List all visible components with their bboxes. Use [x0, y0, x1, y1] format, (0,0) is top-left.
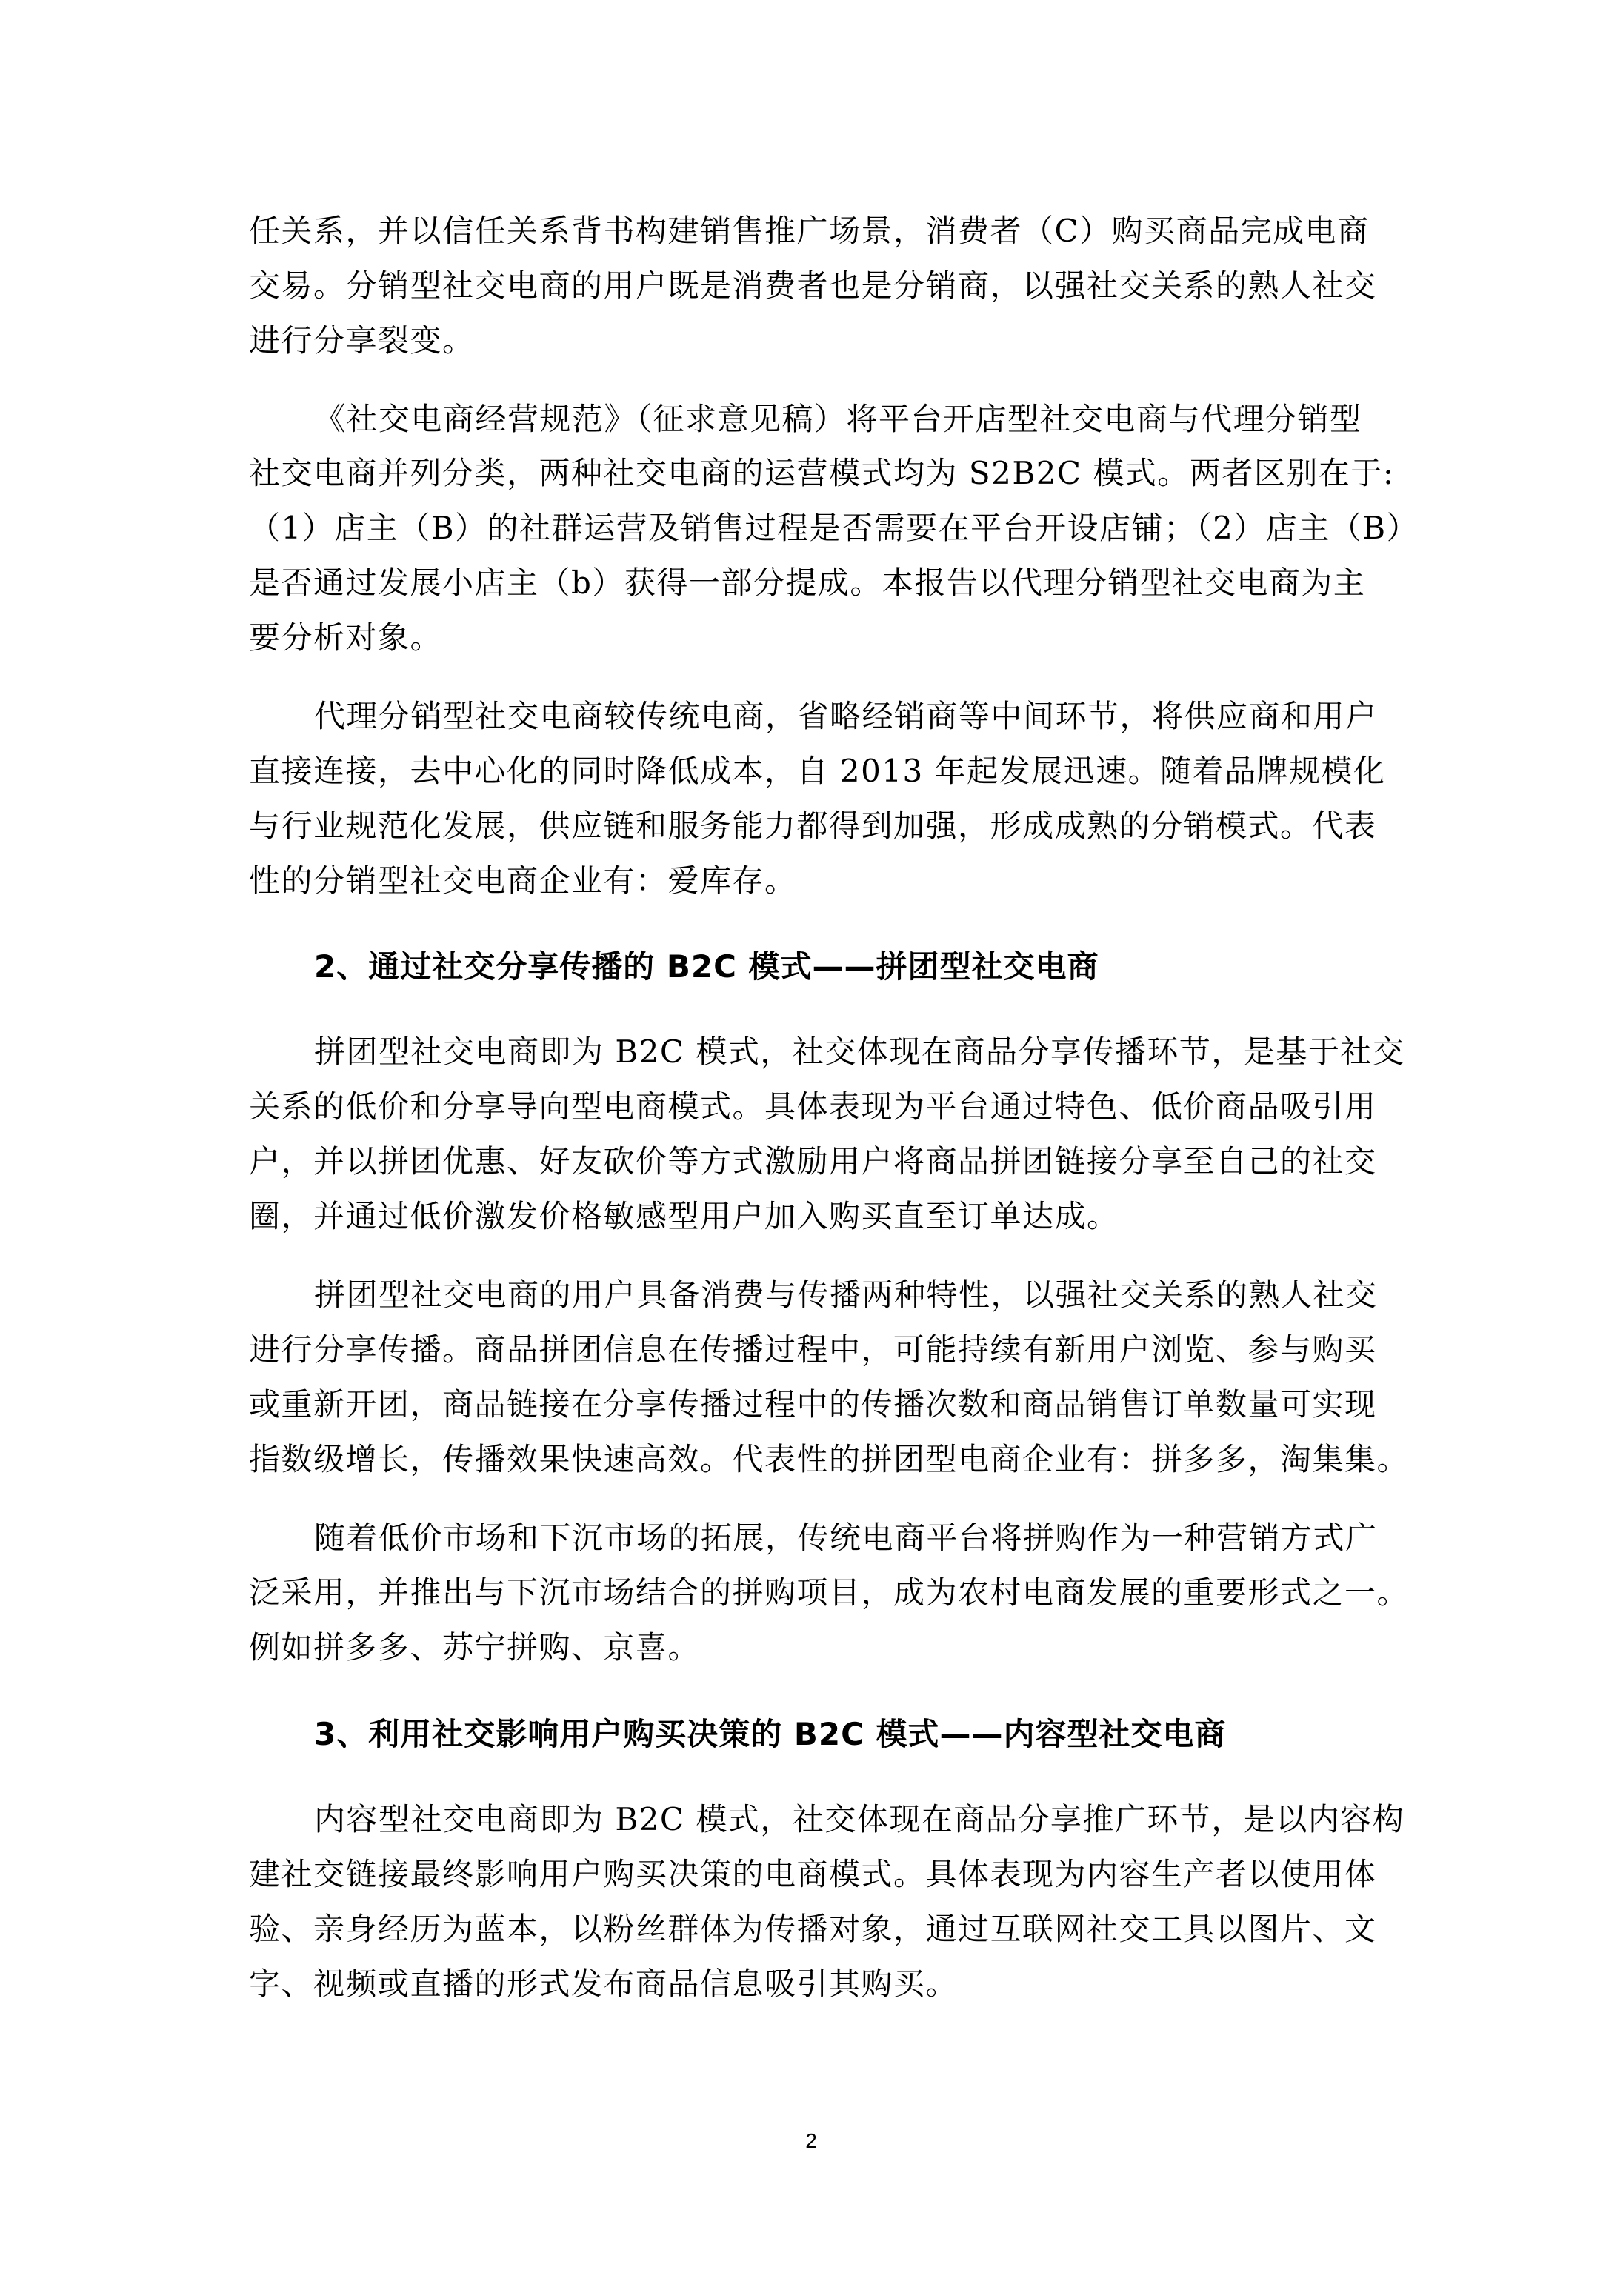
page-number: 2 — [805, 2129, 817, 2152]
body-text-line: 例如拼多多、苏宁拼购、京喜。 — [249, 1629, 701, 1666]
paragraph-start-line: 内容型社交电商即为 B2C 模式，社交体现在商品分享推广环节，是以内容构 — [314, 1801, 1405, 1837]
paragraph-start-line: 随着低价市场和下沉市场的拓展，传统电商平台将拼购作为一种营销方式广 — [314, 1520, 1378, 1556]
paragraph-start-line: 拼团型社交电商的用户具备消费与传播两种特性，以强社交关系的熟人社交 — [314, 1277, 1378, 1313]
section-heading: 3、利用社交影响用户购买决策的 B2C 模式——内容型社交电商 — [314, 1716, 1227, 1752]
body-text-line: 或重新开团，商品链接在分享传播过程中的传播次数和商品销售订单数量可实现 — [249, 1386, 1377, 1422]
body-text-line: 字、视频或直播的形式发布商品信息吸引其购买。 — [249, 1966, 959, 2002]
body-text-line: 是否通过发展小店主（b）获得一部分提成。本报告以代理分销型社交电商为主 — [249, 565, 1366, 601]
body-text-line: （1）店主（B）的社群运营及销售过程是否需要在平台开设店铺；（2）店主（B） — [249, 510, 1419, 546]
body-text-line: 户，并以拼团优惠、好友砍价等方式激励用户将商品拼团链接分享至自己的社交 — [249, 1143, 1377, 1179]
paragraph-start-line: 拼团型社交电商即为 B2C 模式，社交体现在商品分享传播环节，是基于社交 — [314, 1034, 1405, 1070]
body-text-line: 社交电商并列分类，两种社交电商的运营模式均为 S2B2C 模式。两者区别在于: — [249, 455, 1395, 491]
body-text-line: 泛采用，并推出与下沉市场结合的拼购项目，成为农村电商发展的重要形式之一。 — [249, 1574, 1410, 1611]
body-text-line: 要分析对象。 — [249, 619, 443, 656]
body-text-line: 建社交链接最终影响用户购买决策的电商模式。具体表现为内容生产者以使用体 — [249, 1856, 1377, 1892]
section-heading: 2、通过社交分享传播的 B2C 模式——拼团型社交电商 — [314, 948, 1099, 985]
body-text-line: 交易。分销型社交电商的用户既是消费者也是分销商，以强社交关系的熟人社交 — [249, 267, 1377, 304]
body-text-line: 圈，并通过低价激发价格敏感型用户加入购买直至订单达成。 — [249, 1198, 1119, 1234]
body-text-line: 关系的低价和分享导向型电商模式。具体表现为平台通过特色、低价商品吸引用 — [249, 1088, 1377, 1125]
body-text-line: 性的分销型社交电商企业有：爱库存。 — [249, 862, 797, 899]
body-text-line: 指数级增长，传播效果快速高效。代表性的拼团型电商企业有：拼多多，淘集集。 — [249, 1441, 1410, 1477]
paragraph-start-line: 《社交电商经营规范》（征求意见稿）将平台开店型社交电商与代理分销型 — [314, 401, 1362, 437]
body-text-line: 与行业规范化发展，供应链和服务能力都得到加强，形成成熟的分销模式。代表 — [249, 808, 1377, 844]
body-text-line: 进行分享裂变。 — [249, 322, 475, 359]
body-text-line: 直接连接，去中心化的同时降低成本，自 2013 年起发展迅速。随着品牌规模化 — [249, 753, 1386, 789]
body-text-line: 进行分享传播。商品拼团信息在传播过程中，可能持续有新用户浏览、参与购买 — [249, 1331, 1377, 1368]
body-text-line: 验、亲身经历为蓝本，以粉丝群体为传播对象，通过互联网社交工具以图片、文 — [249, 1911, 1377, 1947]
body-text-line: 任关系，并以信任关系背书构建销售推广场景，消费者（C）购买商品完成电商 — [249, 213, 1370, 249]
paragraph-start-line: 代理分销型社交电商较传统电商，省略经销商等中间环节，将供应商和用户 — [314, 698, 1378, 734]
